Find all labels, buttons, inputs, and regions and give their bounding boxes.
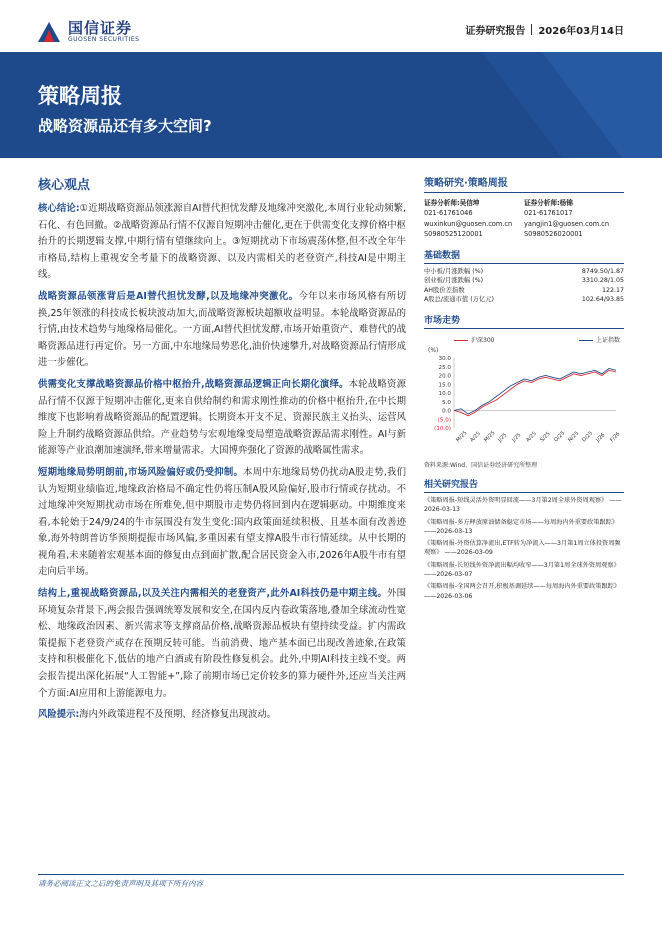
y-tick-label: 15.0 bbox=[438, 382, 451, 389]
y-tick-label: 30.0 bbox=[438, 356, 451, 362]
banner-decoration bbox=[422, 52, 662, 158]
main-content bbox=[38, 174, 406, 729]
report-meta bbox=[465, 22, 624, 37]
series-title: 策略研究·策略周报 bbox=[424, 174, 624, 193]
series-line-sse bbox=[454, 369, 616, 415]
x-tick-label: M/25 bbox=[483, 430, 497, 444]
footer-disclaimer: 请务必阅读正文之后的免责声明及其项下所有内容 bbox=[38, 879, 203, 888]
market-trend-chart bbox=[424, 344, 624, 454]
related-item[interactable]: 《策略周报-短线灵活外资明显回流——3月第2周全球外资周观察》 ——2026-03-13 bbox=[424, 497, 622, 514]
report-date: 2026年03月14日 bbox=[538, 26, 624, 37]
related-item[interactable]: 《策略周报-全国两会召开,积极基调延续——每周海内外重要政策跟踪》 ——2026-03-06 bbox=[424, 583, 621, 600]
page-subtitle: 战略资源品还有多大空间? bbox=[38, 117, 212, 135]
related-item[interactable]: 《策略周报-外资估算净流出,ETF转为净流入——3月第1周立体投资周频观察》 ——2026-03-09 bbox=[424, 540, 621, 557]
paragraph-conclusion: 核心结论:①近期战略资源品领涨源自AI替代担忧发酵及地缘冲突激化,本周行业轮动频繁,石化、有色回撤。②战略资源品行情不仅源自短期冲击催化,更在于供需变化支撑价格中枢抬升的长期逻辑支撑,中期行情有望继续向上。③短期扰动下市场震荡休整,但不改全年牛市格局,结构上重视安全考量下的战略资源、以及内需相关的老登资产,科技AI是中期主线。 bbox=[38, 203, 407, 281]
x-tick-label: J/26 bbox=[595, 432, 607, 444]
y-tick-label: 10.0 bbox=[438, 391, 451, 397]
x-tick-label: F/26 bbox=[609, 431, 622, 444]
series-line-hs300 bbox=[454, 370, 616, 416]
paragraph-risk: 风险提示:海内外政策进程不及预期、经济修复出现波动。 bbox=[38, 709, 277, 721]
paragraph-structure: 结构上,重视战略资源品,以及关注内需相关的老登资产,此外AI科技仍是中期主线。外围环境复杂背景下,两会报告强调统筹发展和安全,在国内反内卷政策落地,叠加全球流动性宽松、地缘政治因素、新兴需求等支撑商品价格,战略资源品板块有望持续受益。扩内需政策提振下老登资产或存在预期反转可能。当前消费、地产基本面已出现改善迹象,在政策支持和积极催化下,低估的地产白酒或有阶段性修复机会。此外,中期AI科技主线不变。两会报告提出深化拓展“人工智能+”,除了前期市场已定价较多的算力硬件外,还应当关注两个方面:AI应用和上游能源电力。 bbox=[38, 588, 406, 699]
legend-item: 上证指数 bbox=[579, 335, 620, 344]
footer-divider bbox=[38, 874, 624, 875]
x-tick-label: S/25 bbox=[539, 430, 552, 444]
x-tick-label: J/25 bbox=[511, 432, 523, 444]
paragraph-risk-appetite: 短期地缘局势明朗前,市场风险偏好或仍受抑制。本周中东地缘局势仍扰动A股走势,我们认为短期业绩临近,地缘政治格局不确定性仍将压制A股风险偏好,股市行情或存扰动。不过地缘冲突短期扰动市场在所难免,但中期股市走势仍将回到内在逻辑驱动。中期维度来看,本轮始于24/9/24的牛市氛围没有发生变化:国内政策面延续积极、且基本面有改善迹象,海外特朗普访华预期提振市场风偏,多重因素有望支撑A股牛市行情延续。从中长期的视角看,未来随着宏观基本面的修复由点到面扩散,配合居民资金入市,2026年A股牛市有望走向后半场。 bbox=[38, 466, 406, 578]
y-axis-label: (%) bbox=[428, 347, 439, 354]
report-type: 证券研究报告 bbox=[465, 26, 526, 37]
x-tick-label: N/25 bbox=[567, 430, 581, 444]
x-tick-label: A/25 bbox=[469, 430, 482, 444]
y-tick-label: 20.0 bbox=[438, 373, 451, 380]
legend-item: 沪深300 bbox=[454, 335, 494, 344]
trend-title: 市场走势 bbox=[424, 313, 624, 329]
y-tick-label: 25.0 bbox=[438, 364, 451, 371]
x-tick-label: O/25 bbox=[553, 430, 567, 444]
analyst-card: 证券分析师:吴信坤 021-61761046 wuxinkun@guosen.com.cn S0980525120001 bbox=[424, 199, 513, 239]
data-row: 创业板/月涨跌幅 (%) 3310.28/1.05 bbox=[424, 277, 624, 285]
related-item[interactable]: 《策略周报-多方释放原油储备稳定市场——每周海内外重要政策跟踪》 ——2026-03-13 bbox=[424, 518, 619, 535]
title-banner bbox=[0, 52, 662, 158]
y-tick-label: 0.0 bbox=[442, 408, 451, 415]
related-title: 相关研究报告 bbox=[424, 477, 624, 493]
x-tick-label: A/25 bbox=[525, 430, 538, 444]
x-tick-label: M/25 bbox=[455, 430, 469, 444]
data-row: A股总/流通市值 (万亿元) 102.64/93.85 bbox=[424, 296, 624, 304]
chart-legend bbox=[454, 335, 620, 344]
brand-mark-icon bbox=[36, 18, 62, 44]
related-item[interactable]: 《策略周报-长短线外资净流出幅均收窄——3月第1周全球外资周观察》 ——2026-03-07 bbox=[424, 561, 620, 579]
y-tick-label: (5.0) bbox=[437, 417, 451, 424]
chart-source: 资料来源:Wind、国信证券经济研究所整理 bbox=[424, 462, 538, 469]
y-tick-label: 5.0 bbox=[442, 399, 451, 406]
brand-name: 国信证券 bbox=[68, 19, 133, 37]
paragraph-supply-demand: 供需变化支撑战略资源品价格中枢抬升,战略资源品逻辑正向长期化演绎。本轮战略资源品行情不仅源于短期冲击催化,更来自供给制约和需求刚性推动的价格中枢抬升,在中长期维度下也影响着战略资源品的配置逻辑。长期资本开支不足、资源民族主义抬头、运营风险上升制约战略资源品供给。产业趋势与宏观地缘变局塑造战略资源品需求刚性。AI与新能源等产业浪潮加速演绎,带来增量需求。大国博弈强化了资源的战略属性需求。 bbox=[38, 378, 406, 457]
section-title: 核心观点 bbox=[38, 178, 91, 193]
basic-data-table bbox=[424, 267, 624, 305]
y-tick-label: (10.0) bbox=[434, 426, 451, 432]
sidebar bbox=[424, 174, 624, 601]
paragraph-resources: 战略资源品领涨背后是AI替代担忧发酵,以及地缘冲突激化。今年以来市场风格有所切换,25年领涨的科技成长板块波动加大,而战略资源板块超额收益明显。本轮战略资源品的行情,由技术趋势与地缘格局催化。一方面,AI替代担忧发酵,市场开始重资产、难替代的战略资源品进行再定价。另一方面,中东地缘局势恶化,油价快速攀升,对战略资源品行情形成进一步催化。 bbox=[38, 290, 406, 369]
page-title: 策略周报 bbox=[38, 84, 122, 108]
analyst-list bbox=[424, 198, 624, 240]
x-tick-label: D/25 bbox=[581, 430, 595, 444]
brand-logo bbox=[36, 14, 171, 48]
data-row: AH股价差指数 122.17 bbox=[424, 286, 624, 294]
basic-data-title: 基础数据 bbox=[424, 248, 624, 264]
analyst-card: 证券分析师:杨锦 021-61761017 yangjin1@guosen.com.cn S0980526020001 bbox=[524, 199, 610, 239]
x-tick-label: J/25 bbox=[497, 432, 509, 444]
brand-sub: GUOSEN SECURITIES bbox=[68, 36, 140, 43]
data-row: 中小板/月涨跌幅 (%) 8749.50/1.87 bbox=[424, 267, 624, 275]
